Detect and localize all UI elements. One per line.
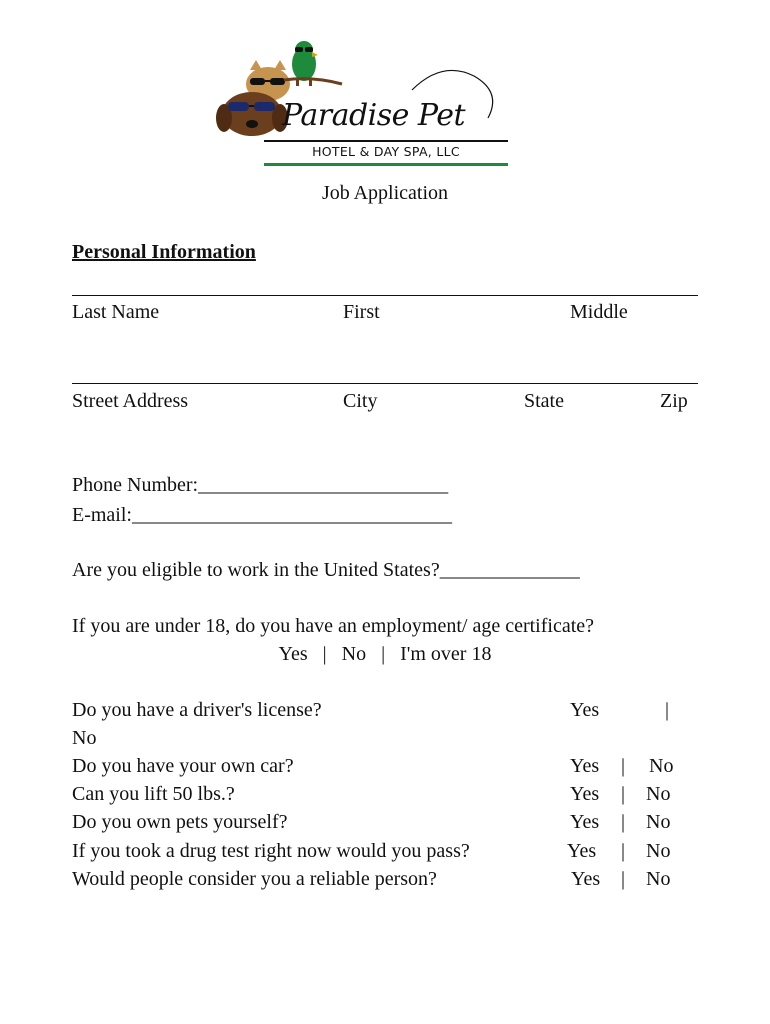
name-entry-line[interactable] bbox=[72, 295, 698, 296]
own-pets-yes-option[interactable]: Yes bbox=[570, 811, 600, 833]
option-separator: | bbox=[621, 811, 626, 833]
city-label: City bbox=[343, 390, 378, 412]
option-separator: | bbox=[665, 699, 670, 721]
question-drug-test: If you took a drug test right now would you pass? bbox=[72, 840, 470, 862]
drug-test-yes-option[interactable]: Yes bbox=[567, 840, 597, 862]
question-own-car: Do you have your own car? bbox=[72, 755, 294, 777]
question-own-pets: Do you own pets yourself? bbox=[72, 811, 288, 833]
question-drivers-license: Do you have a driver's license? bbox=[72, 699, 322, 721]
reliable-no-option[interactable]: No bbox=[646, 868, 671, 890]
last-name-label: Last Name bbox=[72, 301, 160, 323]
option-separator: | bbox=[621, 868, 626, 890]
logo-script-text: Paradise Pet bbox=[282, 98, 466, 133]
reliable-yes-option[interactable]: Yes bbox=[571, 868, 601, 890]
drivers-license-no-option[interactable]: No bbox=[72, 727, 97, 749]
drug-test-no-option[interactable]: No bbox=[646, 840, 671, 862]
lift-yes-option[interactable]: Yes bbox=[570, 783, 600, 805]
company-logo bbox=[212, 40, 512, 172]
address-entry-line[interactable] bbox=[72, 383, 698, 384]
phone-number-field[interactable]: Phone Number:_________________________ bbox=[72, 474, 449, 496]
option-separator: | bbox=[621, 755, 626, 777]
zip-label: Zip bbox=[660, 390, 688, 412]
option-separator: | bbox=[621, 783, 626, 805]
question-lift-50lbs: Can you lift 50 lbs.? bbox=[72, 783, 235, 805]
question-reliable-person: Would people consider you a reliable person? bbox=[72, 868, 437, 890]
middle-name-label: Middle bbox=[570, 301, 628, 323]
age-certificate-question: If you are under 18, do you have an employment/ age certificate? bbox=[72, 615, 595, 637]
section-heading-personal-information: Personal Information bbox=[72, 241, 256, 263]
own-pets-no-option[interactable]: No bbox=[646, 811, 671, 833]
lift-no-option[interactable]: No bbox=[646, 783, 671, 805]
own-car-yes-option[interactable]: Yes bbox=[570, 755, 600, 777]
age-certificate-options[interactable]: Yes | No | I'm over 18 bbox=[278, 643, 492, 665]
option-separator: | bbox=[621, 840, 626, 862]
first-name-label: First bbox=[343, 301, 380, 323]
own-car-no-option[interactable]: No bbox=[649, 755, 674, 777]
email-field[interactable]: E-mail:________________________________ bbox=[72, 504, 452, 526]
street-address-label: Street Address bbox=[72, 390, 189, 412]
drivers-license-yes-option[interactable]: Yes bbox=[570, 699, 600, 721]
logo-subtitle: HOTEL & DAY SPA, LLC bbox=[312, 144, 460, 159]
state-label: State bbox=[524, 390, 564, 412]
work-eligibility-question[interactable]: Are you eligible to work in the United States?______________ bbox=[72, 559, 580, 581]
page-title: Job Application bbox=[321, 182, 449, 204]
